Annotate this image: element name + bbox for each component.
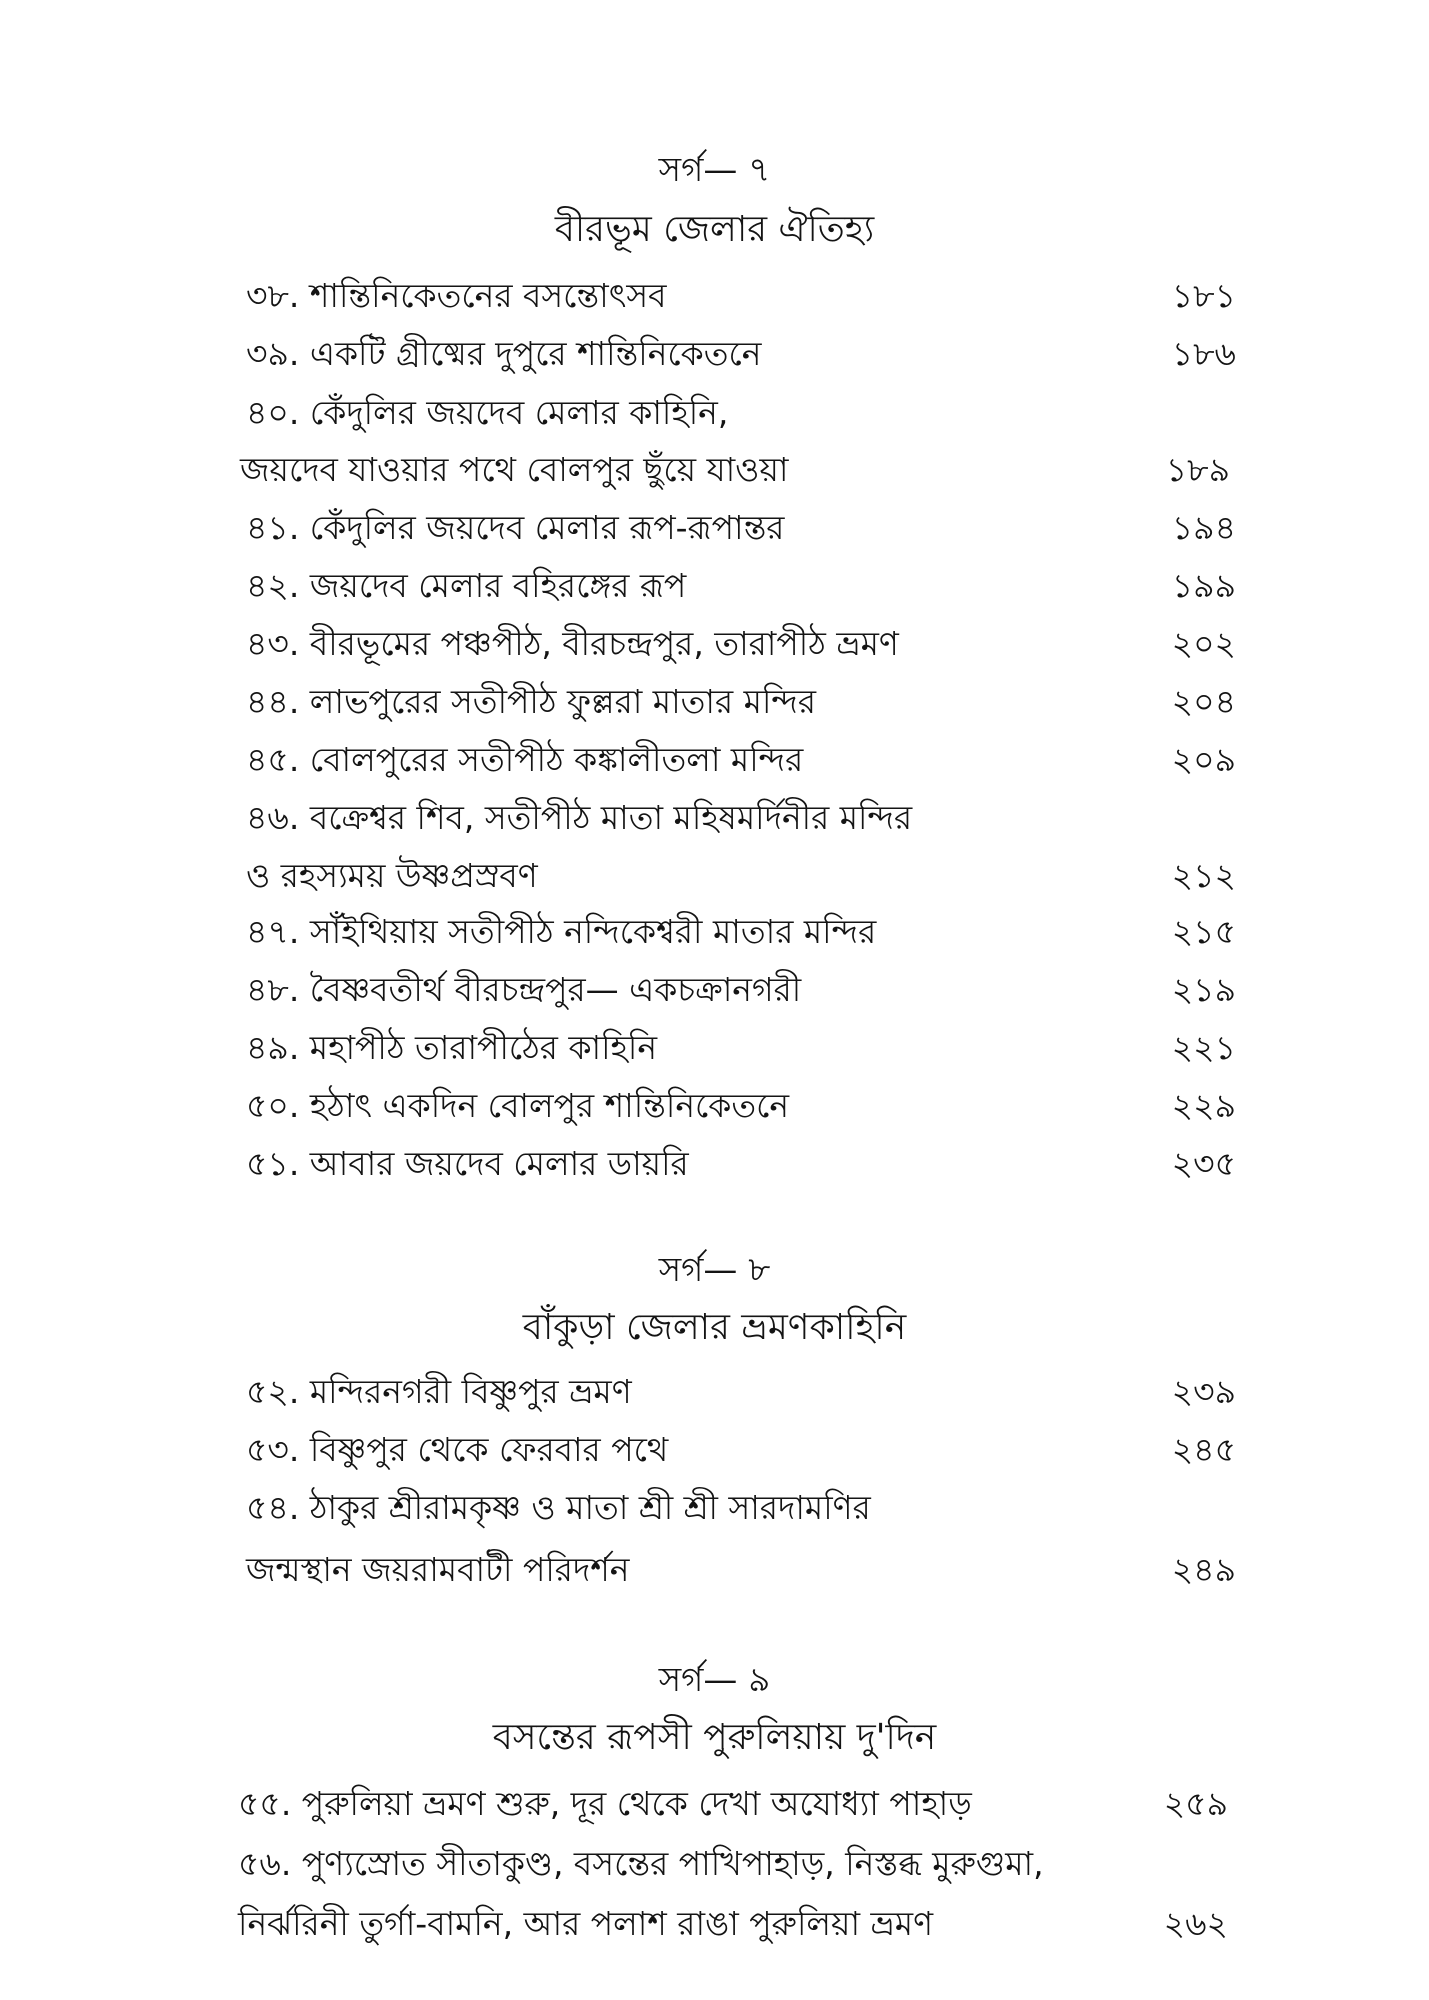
entry-page-number: ২৪৯ [1171,1550,1236,1589]
section-9-title: বসন্তের রূপসী পুরুলিয়ায় দু'দিন [492,1717,937,1758]
section-7-sarga-heading: সর্গ— ৭ [658,150,771,190]
entry-title: ৫২. মন্দিরনগরী বিষ্ণুপুর ভ্রমণ [246,1372,632,1411]
toc-entry-42[interactable] [246,562,1236,610]
toc-entry-48[interactable] [246,966,1236,1014]
toc-entry-50[interactable] [246,1082,1236,1130]
entry-page-number: ২০৯ [1171,740,1236,779]
entry-title: ৫০. হঠাৎ একদিন বোলপুর শান্তিনিকেতনে [246,1086,790,1125]
entry-title: ৪৯. মহাপীঠ তারাপীঠের কাহিনি [246,1028,658,1067]
entry-title: ৪৫. বোলপুরের সতীপীঠ কঙ্কালীতলা মন্দির [246,740,804,779]
toc-entry-44[interactable] [246,678,1236,726]
entry-page-number: ২২১ [1171,1028,1236,1067]
entry-page-number: ২৩৫ [1171,1144,1236,1183]
toc-entry-40[interactable] [246,389,1236,437]
toc-entry-49[interactable] [246,1024,1236,1072]
toc-entry-40-continued[interactable] [240,446,1230,494]
entry-title: জন্মস্থান জয়রামবাটী পরিদর্শন [246,1550,630,1589]
entry-title: ৫৬. পুণ্যস্রোত সীতাকুণ্ড, বসন্তের পাখিপাহাড়, নিস্তব্ধ মুরুগুমা, [238,1844,1044,1883]
toc-entry-56[interactable] [238,1840,1228,1888]
entry-title: ৩৮. শান্তিনিকেতনের বসন্তোৎসব [246,276,667,315]
toc-entry-52[interactable] [246,1368,1236,1416]
entry-page-number: ২১৯ [1171,970,1236,1009]
entry-page-number: ২১৫ [1171,912,1236,951]
entry-page-number: ২০২ [1171,624,1236,663]
entry-title: ৩৯. একটি গ্রীষ্মের দুপুরে শান্তিনিকেতনে [246,334,762,373]
entry-title: নির্ঝরিনী তুর্গা-বামনি, আর পলাশ রাঙা পুরুলিয়া ভ্রমণ [238,1904,934,1943]
toc-entry-45[interactable] [246,736,1236,784]
entry-page-number: ২০৪ [1171,682,1236,721]
entry-title: ৪২. জয়দেব মেলার বহিরঙ্গের রূপ [246,566,687,605]
entry-page-number: ১৯৪ [1171,508,1236,547]
entry-page-number: ২১২ [1171,856,1236,895]
entry-page-number: ১৯৯ [1171,566,1236,605]
entry-page-number: ২৫৯ [1163,1784,1228,1823]
entry-page-number: ১৮৯ [1165,450,1230,489]
entry-title: ৫৪. ঠাকুর শ্রীরামকৃষ্ণ ও মাতা শ্রী শ্রী সারদামণির [246,1488,871,1527]
entry-title: ৪৮. বৈষ্ণবতীর্থ বীরচন্দ্রপুর— একচক্রানগরী [246,970,802,1009]
entry-page-number: ২৬২ [1163,1904,1228,1943]
entry-title: জয়দেব যাওয়ার পথে বোলপুর ছুঁয়ে যাওয়া [240,450,789,489]
toc-entry-51[interactable] [246,1140,1236,1188]
entry-title: ৪১. কেঁদুলির জয়দেব মেলার রূপ-রূপান্তর [246,508,785,547]
entry-title: ৫৩. বিষ্ণুপুর থেকে ফেরবার পথে [246,1430,669,1469]
section-8-title: বাঁকুড়া জেলার ভ্রমণকাহিনি [522,1307,907,1348]
toc-entry-56-continued[interactable] [238,1900,1228,1948]
toc-entry-47[interactable] [246,908,1236,956]
toc-entry-54-continued[interactable] [246,1546,1236,1594]
entry-title: ৪০. কেঁদুলির জয়দেব মেলার কাহিনি, [246,393,729,432]
entry-page-number: ২৪৫ [1171,1430,1236,1469]
entry-page-number: ২৩৯ [1171,1372,1236,1411]
entry-title: ৪৪. লাভপুরের সতীপীঠ ফুল্লরা মাতার মন্দির [246,682,817,721]
toc-entry-38[interactable] [246,272,1236,320]
entry-title: ৪৭. সাঁইথিয়ায় সতীপীঠ নন্দিকেশ্বরী মাতার মন্দির [246,912,877,951]
toc-entry-55[interactable] [238,1780,1228,1828]
section-7-title: বীরভূম জেলার ঐতিহ্য [554,209,875,250]
toc-entry-54[interactable] [246,1484,1236,1532]
entry-title: ৪৬. বক্রেশ্বর শিব, সতীপীঠ মাতা মহিষমর্দিনীর মন্দির [246,798,913,837]
toc-entry-53[interactable] [246,1426,1236,1474]
entry-page-number: ১৮৬ [1171,334,1236,373]
entry-page-number: ২২৯ [1171,1086,1236,1125]
section-8-sarga-heading: সর্গ— ৮ [658,1250,771,1290]
entry-page-number: ১৮১ [1171,276,1236,315]
toc-entry-41[interactable] [246,504,1236,552]
section-9-sarga-heading: সর্গ— ৯ [658,1660,771,1700]
toc-entry-46[interactable] [246,794,1236,842]
toc-entry-43[interactable] [246,620,1236,668]
entry-title: ৫৫. পুরুলিয়া ভ্রমণ শুরু, দূর থেকে দেখা অযোধ্যা পাহাড় [238,1784,972,1823]
entry-title: ও রহস্যময় উষ্ণপ্রস্রবণ [246,856,538,895]
entry-title: ৪৩. বীরভূমের পঞ্চপীঠ, বীরচন্দ্রপুর, তারাপীঠ ভ্রমণ [246,624,899,663]
toc-entry-46-continued[interactable] [246,852,1236,900]
toc-entry-39[interactable] [246,330,1236,378]
entry-title: ৫১. আবার জয়দেব মেলার ডায়রি [246,1144,689,1183]
